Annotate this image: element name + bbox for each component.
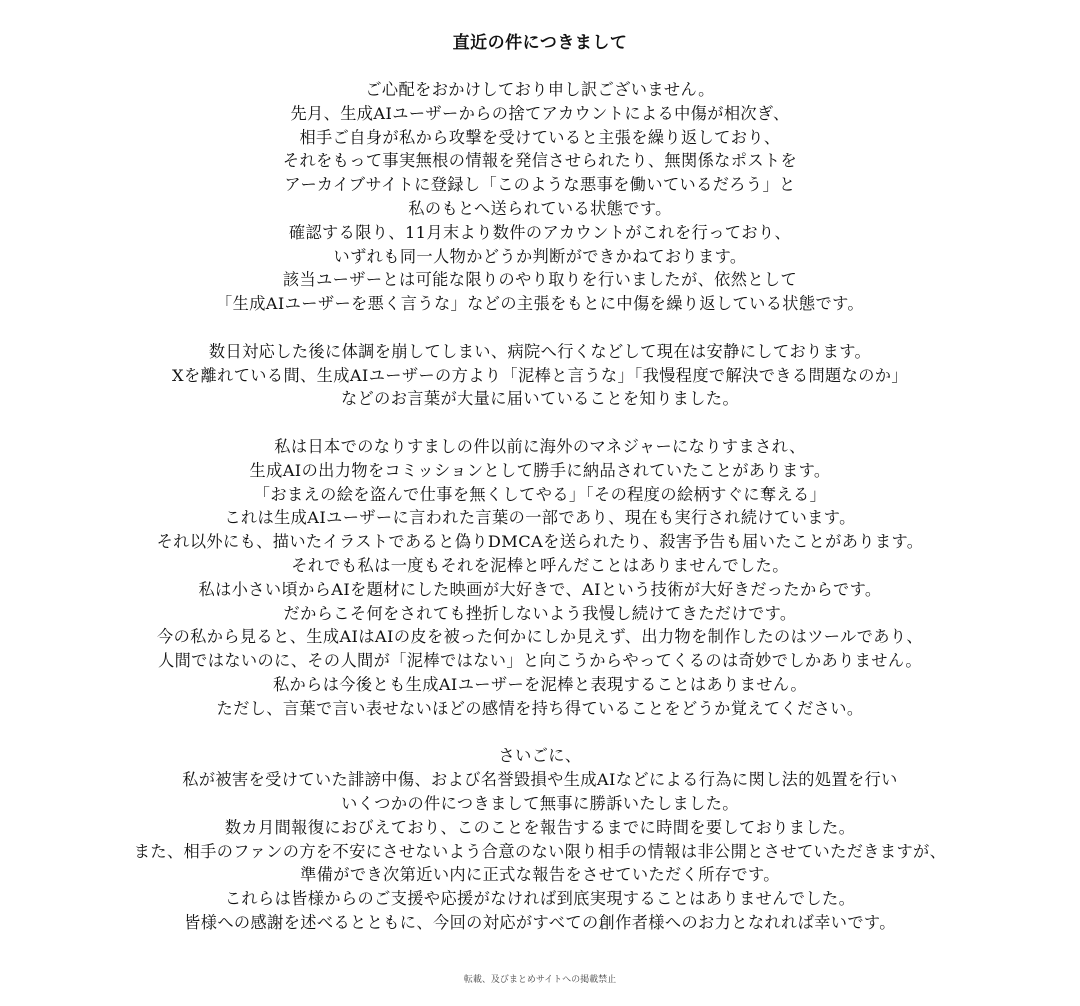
text-line: また、相手のファンの方を不安にさせないよう合意のない限り相手の情報は非公開とさせていただきますが、	[133, 841, 947, 861]
text-line: 数日対応した後に体調を崩してしまい、病院へ行くなどして現在は安静にしております。	[208, 341, 872, 361]
text-line: 準備ができ次第近い内に正式な報告をさせていただく所存です。	[300, 865, 780, 885]
text-line: ただし、言葉で言い表せないほどの感情を持ち得ていることをどうか覚えてください。	[216, 698, 864, 718]
text-line: それをもって事実無根の情報を発信させられたり、無関係なポストを	[282, 151, 798, 171]
text-line: いずれも同一人物かどうか判断ができかねております。	[333, 246, 747, 266]
text-line: これは生成AIユーザーに言われた言葉の一部であり、現在も実行され続けています。	[224, 508, 856, 528]
text-line: 私は小さい頃からAIを題材にした映画が大好きで、AIという技術が大好きだったからです。	[198, 579, 882, 599]
text-line: それでも私は一度もそれを泥棒と呼んだことはありませんでした。	[291, 555, 789, 575]
text-line: 私のもとへ送られている状態です。	[408, 198, 672, 218]
text-line: だからこそ何をされても挫折しないよう我慢し続けてきただけです。	[283, 603, 797, 623]
text-line: いくつかの件につきまして無事に勝訴いたしました。	[341, 793, 739, 813]
paragraph-2	[0, 340, 1080, 411]
text-line: Xを離れている間、生成AIユーザーの方より「泥棒と言うな」「我慢程度で解決できる問題なのか」	[172, 365, 908, 385]
text-line: さいごに、	[498, 746, 582, 766]
text-line: 「おまえの絵を盗んで仕事を無くしてやる」「その程度の絵柄すぐに奪える」	[253, 484, 827, 504]
text-line: 生成AIの出力物をコミッションとして勝手に納品されていたことがあります。	[249, 460, 831, 480]
text-line: 確認する限り、11月末より数件のアカウントがこれを行っており、	[288, 222, 792, 242]
text-line: 「生成AIユーザーを悪く言うな」などの主張をもとに中傷を繰り返している状態です。	[216, 294, 864, 314]
text-line: 人間ではないのに、その人間が「泥棒ではない」と向こうからやってくるのは奇妙でしかありません。	[158, 651, 922, 671]
statement-body	[0, 78, 1080, 958]
text-line: これらは皆様からのご支援や応援がなければ到底実現することはありませんでした。	[224, 889, 856, 909]
text-line: 相手ご自身が私から攻撃を受けていると主張を繰り返しており、	[299, 127, 781, 147]
text-line: 私が被害を受けていた誹謗中傷、および名誉毀損や生成AIなどによる行為に関し法的処置を行い	[182, 770, 898, 790]
text-line: それ以外にも、描いたイラストであると偽りDMCAを送られたり、殺害予告も届いたことがあります。	[156, 532, 924, 552]
text-line: 皆様への感謝を述べるとともに、今回の対応がすべての創作者様へのお力となれれば幸いです。	[184, 912, 896, 932]
text-line: 私は日本でのなりすましの件以前に海外のマネジャーになりすまされ、	[274, 436, 806, 456]
text-line: 数カ月間報復におびえており、このことを報告するまでに時間を要しておりました。	[224, 817, 856, 837]
no-repost-notice: 転載、及びまとめサイトへの掲載禁止	[463, 975, 617, 985]
text-line: 私からは今後とも生成AIユーザーを泥棒と表現することはありません。	[272, 674, 808, 694]
text-line: 先月、生成AIユーザーからの捨てアカウントによる中傷が相次ぎ、	[290, 103, 790, 123]
text-line: アーカイブサイトに登録し「このような悪事を働いているだろう」と	[284, 175, 796, 195]
text-line: などのお言葉が大量に届いていることを知りました。	[340, 389, 740, 409]
paragraph-1	[0, 78, 1080, 316]
paragraph-3	[0, 435, 1080, 721]
text-line: 該当ユーザーとは可能な限りのやり取りを行いましたが、依然として	[282, 270, 798, 290]
paragraph-4	[0, 744, 1080, 934]
page-title: 直近の件につきまして	[452, 33, 628, 53]
text-line: 今の私から見ると、生成AIはAIの皮を被った何かにしか見えず、出力物を制作したのはツールであり、	[157, 627, 923, 647]
text-line: ご心配をおかけしており申し訳ございません。	[365, 80, 715, 99]
